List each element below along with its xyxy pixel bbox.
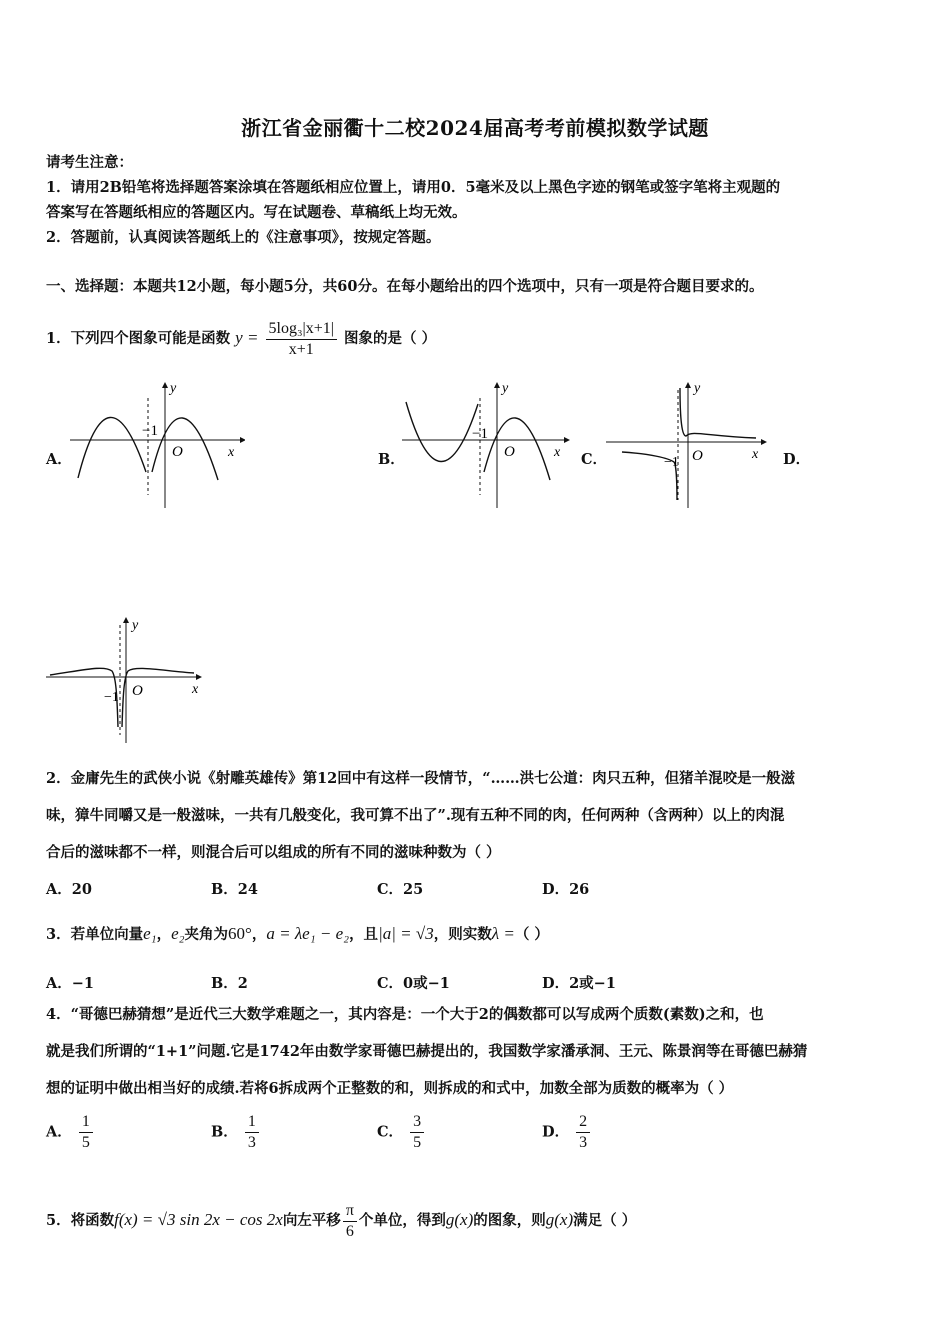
q1-frac-denominator: x+1: [266, 339, 337, 360]
question-4-stem: [46, 996, 908, 1107]
q4-option-d-fraction: [576, 1112, 590, 1153]
q4-option-d-label: D．: [542, 1123, 570, 1141]
q4-line-1: 4．“哥德巴赫猜想”是近代三大数学难题之一，其内容是：一个大于2的偶数都可以写成两个质数(素数)之和，也: [46, 1006, 764, 1023]
notice-item-1-line-2: 答案写在答题纸相应的答题区内。写在试题卷、草稿纸上均无效。: [46, 204, 467, 221]
q3-part-7: （ ）: [514, 926, 549, 943]
q4-option-c-label: C．: [377, 1123, 404, 1141]
q2-line-3: 合后的滋味都不一样，则混合后可以组成的所有不同的滋味种数为（ ）: [46, 844, 501, 861]
q1-graph-d: [44, 615, 209, 745]
q2-option-b[interactable]: B．24: [211, 881, 258, 898]
denominator: 6: [343, 1221, 357, 1242]
x-axis-arrow: [564, 437, 570, 443]
notice-item-1-line-1: 1．请用2B铅笔将选择题答案涂填在答题纸相应位置上，请用0．5毫米及以上黑色字迹的钢笔或签字笔将主观题的: [46, 179, 781, 196]
q4-line-2: 就是我们所谓的“1+1”问题.它是1742年由数学家哥德巴赫提出的，我国数学家潘承洞、王元、陈景润等在哥德巴赫猜: [46, 1043, 808, 1060]
q4-option-c-fraction: [410, 1112, 424, 1153]
q4-option-a-label: A．: [46, 1123, 72, 1141]
q3-e1: e₁: [143, 924, 157, 943]
q2-option-d[interactable]: D．26: [542, 881, 590, 898]
x-label: x: [228, 445, 235, 460]
x-axis-arrow: [240, 437, 245, 443]
q3-modulus: |a| = √3: [378, 924, 434, 943]
q3-part-5: ，且: [349, 926, 379, 943]
q5-g-2: g(x): [545, 1210, 574, 1229]
q3-angle: 60°: [228, 924, 252, 943]
q3-e2: e₂: [171, 924, 185, 943]
origin-label: O: [132, 683, 143, 699]
denominator: 3: [576, 1132, 590, 1153]
notice-heading: 请考生注意：: [46, 154, 133, 171]
q3-option-b[interactable]: B．2: [211, 975, 248, 992]
notice-item-2: 2．答题前，认真阅读答题纸上的《注意事项》，按规定答题。: [46, 229, 441, 246]
q3-option-d[interactable]: D．2或−1: [542, 975, 616, 992]
curve-right: [484, 418, 550, 480]
q3-lambda: λ =: [491, 924, 515, 943]
q1-fraction: [266, 319, 337, 360]
y-axis-arrow: [162, 382, 168, 388]
q4-option-b[interactable]: [211, 1112, 261, 1153]
curve-left: [406, 402, 478, 462]
q4-option-d[interactable]: [542, 1112, 592, 1153]
q3-expression: a = λe₁ − e₂: [266, 924, 350, 943]
origin-label: O: [504, 444, 515, 460]
q1-option-a-label[interactable]: A．: [46, 451, 72, 468]
origin-label: O: [172, 444, 183, 460]
numerator: 1: [247, 1113, 256, 1130]
q4-option-a-fraction: [79, 1112, 93, 1153]
x-label: x: [752, 447, 759, 462]
q3-part-1: 3．若单位向量: [46, 926, 144, 943]
x-label: x: [554, 445, 561, 460]
q5-function: f(x) = √3 sin 2x − cos 2x: [114, 1210, 283, 1229]
q2-line-2: 味，獐牛同嚼又是一般滋味，一共有几般变化，我可算不出了”.现有五种不同的肉，任何两种（含两种）以上的肉混: [46, 807, 785, 824]
y-label: y: [694, 381, 701, 396]
q1-option-c-label[interactable]: C．: [581, 451, 608, 468]
numerator: π: [345, 1201, 354, 1219]
q1-y-equals: y =: [235, 328, 259, 347]
numerator: 3: [413, 1113, 422, 1130]
denominator: 5: [410, 1132, 424, 1153]
y-axis-arrow: [494, 382, 500, 388]
q5-g-1: g(x): [445, 1210, 474, 1229]
numerator: 1: [81, 1113, 90, 1130]
q4-option-c[interactable]: [377, 1112, 426, 1153]
q1-graph-c: [606, 380, 776, 510]
question-2-stem: [46, 760, 908, 871]
denominator: 5: [79, 1132, 93, 1153]
q1-prefix: 1．下列四个图象可能是函数: [46, 330, 231, 347]
q4-option-b-label: B．: [211, 1123, 238, 1141]
q5-part-5: 满足（ ）: [573, 1212, 637, 1229]
q3-part-2: ，: [156, 926, 172, 943]
page-title: 浙江省金丽衢十二校2024届高考考前模拟数学试题: [241, 116, 709, 140]
y-label: y: [132, 618, 139, 633]
q1-option-d-label[interactable]: D．: [783, 451, 811, 468]
origin-label: O: [692, 448, 703, 464]
q3-part-4: ，: [251, 926, 267, 943]
q4-option-a[interactable]: [46, 1112, 95, 1153]
q5-shift-fraction: [343, 1201, 357, 1242]
q4-line-3: 想的证明中做出相当好的成绩.若将6拆成两个正整数的和，则拆成的和式中，加数全部为质数的概率为（ ）: [46, 1080, 734, 1097]
x-axis-arrow: [196, 674, 202, 680]
y-axis-arrow: [685, 382, 691, 388]
question-5-stem: [46, 1198, 906, 1243]
q5-part-1: 5．将函数: [46, 1212, 115, 1229]
q3-part-6: ，则实数: [433, 926, 492, 943]
q3-option-c[interactable]: C．0或−1: [377, 975, 450, 992]
q2-option-a[interactable]: A．20: [46, 881, 92, 898]
q1-suffix: 图象的是（ ）: [344, 330, 437, 347]
q3-part-3: 夹角为: [184, 926, 229, 943]
q5-part-4: 的图象，则: [473, 1212, 546, 1229]
y-axis-arrow: [123, 617, 129, 623]
neg-one-label: −1: [142, 423, 158, 439]
q1-graph-b: [402, 380, 577, 510]
neg-one-label: −1: [664, 455, 679, 470]
denominator: 3: [245, 1132, 259, 1153]
q4-option-b-fraction: [245, 1112, 259, 1153]
x-axis-arrow: [761, 439, 767, 445]
q5-part-3: 个单位，得到: [358, 1212, 446, 1229]
q5-part-2: 向左平移: [282, 1212, 341, 1229]
neg-one-label: −1: [104, 690, 119, 705]
neg-one-label: −1: [472, 426, 488, 442]
y-label: y: [170, 381, 177, 396]
y-label: y: [502, 381, 509, 396]
question-1-stem: [46, 318, 906, 360]
q2-line-1: 2．金庸先生的武侠小说《射雕英雄传》第12回中有这样一段情节，“……洪七公道：肉只五种，但猪羊混咬是一般滋: [46, 770, 796, 787]
q3-option-a[interactable]: A．−1: [46, 975, 94, 992]
curve-left: [78, 417, 146, 478]
q1-option-b-label[interactable]: B．: [378, 451, 405, 468]
curve-right: [680, 388, 756, 438]
x-label: x: [192, 682, 199, 697]
curve-right: [152, 418, 218, 480]
numerator: 2: [579, 1113, 588, 1130]
section-heading: 一、选择题：本题共12小题，每小题5分，共60分。在每小题给出的四个选项中，只有一项是符合题目要求的。: [46, 278, 764, 295]
question-3-stem: [46, 922, 906, 947]
q2-option-c[interactable]: C．25: [377, 881, 424, 898]
q1-graph-a: [70, 380, 245, 510]
q1-frac-numerator: 5log₃|x+1|: [268, 319, 334, 337]
